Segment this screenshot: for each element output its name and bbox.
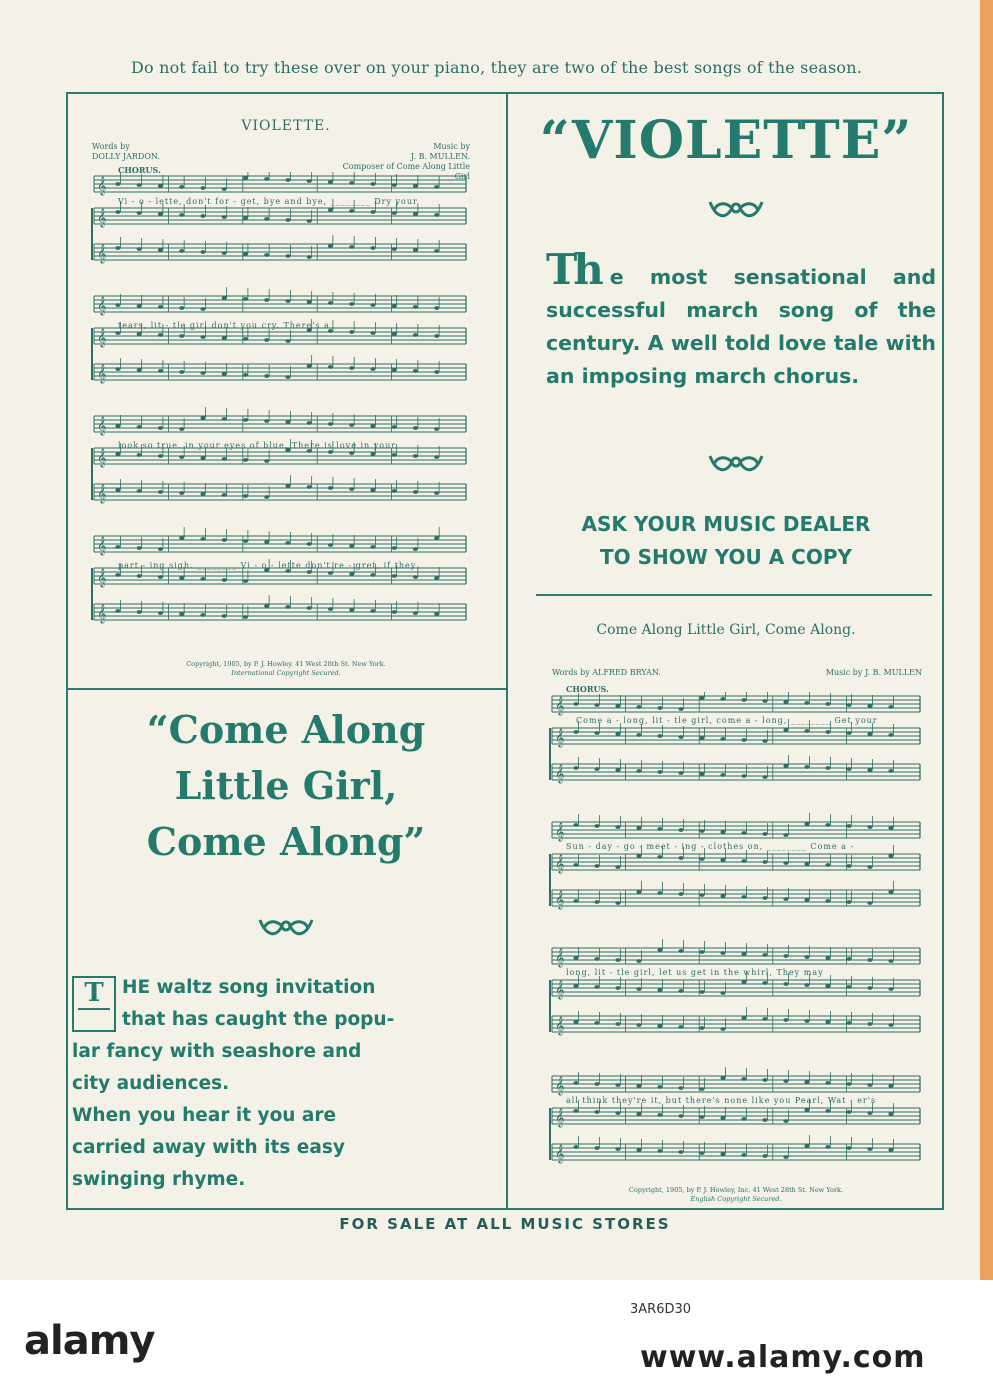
words-author: DOLLY JARDON. xyxy=(92,152,160,161)
column-divider xyxy=(506,92,508,1210)
ask-dealer-callout xyxy=(508,508,944,574)
svg-text:𝄞: 𝄞 xyxy=(97,328,107,347)
cal-copyright xyxy=(548,1186,924,1204)
fleuron-icon xyxy=(706,196,766,228)
violette-words-credit xyxy=(92,142,160,162)
violette-notation xyxy=(90,172,470,650)
copyright-note: International Copyright Secured. xyxy=(231,669,341,677)
svg-text:𝄞: 𝄞 xyxy=(97,244,107,263)
cal-chorus-label: CHORUS. xyxy=(566,684,609,694)
watermark-logo: alamy xyxy=(24,1318,155,1364)
violette-copyright xyxy=(86,660,486,678)
cal-line-5: When you hear it you are xyxy=(72,1105,337,1126)
svg-text:𝄞: 𝄞 xyxy=(555,1108,565,1127)
cal-heading-line-1: “Come Along xyxy=(146,707,426,752)
copyright-note: English Copyright Secured. xyxy=(690,1195,782,1203)
watermark-image-id: 3AR6D30 xyxy=(630,1302,692,1317)
svg-text:𝄞: 𝄞 xyxy=(555,1144,565,1163)
cal-lyric-1: Come a - long, lit - tle girl, come a - long, ________ Get your xyxy=(576,716,878,725)
copyright-line: Copyright, 1905, by P. J. Howley, Inc. 41 West 28th St. New York. xyxy=(628,1186,844,1194)
page-edge xyxy=(980,0,993,1280)
svg-text:𝄞: 𝄞 xyxy=(555,764,565,783)
svg-text:𝄞: 𝄞 xyxy=(555,1016,565,1035)
left-divider xyxy=(66,688,506,690)
svg-text:𝄞: 𝄞 xyxy=(555,948,565,967)
cal-line-6: carried away with its easy xyxy=(72,1137,345,1158)
top-note: Do not fail to try these over on your piano, they are two of the best songs of the season. xyxy=(130,58,863,77)
svg-text:𝄞: 𝄞 xyxy=(555,696,565,715)
svg-text:𝄞: 𝄞 xyxy=(555,822,565,841)
svg-text:𝄞: 𝄞 xyxy=(555,890,565,909)
cal-notation xyxy=(548,692,924,1180)
cal-heading xyxy=(66,702,506,870)
cal-lyric-4: all think they're it, but there's none like you Pearl, Wat - er's xyxy=(566,1096,877,1105)
violette-lyric-4: part - ing sigh. ________ Vi - o - lette don't re - gret, if they xyxy=(118,561,417,570)
svg-text:𝄞: 𝄞 xyxy=(97,568,107,587)
violette-description xyxy=(546,245,936,393)
cal-words-credit: Words by ALFRED BRYAN. xyxy=(552,668,661,677)
copyright-line: Copyright, 1905, by P. J. Howley. 41 West 28th St. New York. xyxy=(186,660,386,668)
cal-line-2: that has caught the popu- xyxy=(122,1009,395,1030)
cal-lyric-2: Sun - day - go - meet - ing - clothes on, ________ Come a - xyxy=(566,842,855,851)
svg-text:𝄞: 𝄞 xyxy=(97,176,107,195)
violette-dropcap: Th xyxy=(546,245,600,294)
cal-line-3: lar fancy with seashore and xyxy=(72,1041,362,1062)
cal-score-title: Come Along Little Girl, Come Along. xyxy=(596,622,856,638)
cal-dropcap xyxy=(72,976,116,1032)
svg-text:𝄞: 𝄞 xyxy=(97,364,107,383)
music-label: Music by xyxy=(433,142,470,151)
svg-text:𝄞: 𝄞 xyxy=(555,728,565,747)
violette-heading: “VIOLETTE” xyxy=(539,110,913,171)
cal-line-7: swinging rhyme. xyxy=(72,1169,246,1190)
svg-text:𝄞: 𝄞 xyxy=(97,448,107,467)
svg-text:𝄞: 𝄞 xyxy=(97,296,107,315)
music-composer: J. B. MULLEN. xyxy=(410,152,470,161)
svg-text:𝄞: 𝄞 xyxy=(555,980,565,999)
svg-text:𝄞: 𝄞 xyxy=(97,416,107,435)
watermark-url: www.alamy.com xyxy=(640,1340,926,1375)
svg-text:𝄞: 𝄞 xyxy=(555,854,565,873)
right-divider xyxy=(536,594,932,596)
dropcap-letter: T xyxy=(84,978,104,1008)
svg-text:𝄞: 𝄞 xyxy=(97,484,107,503)
fleuron-icon xyxy=(706,450,766,482)
footer-sale-line: FOR SALE AT ALL MUSIC STORES xyxy=(339,1215,671,1233)
dropcap-ornament xyxy=(78,1008,110,1028)
cal-staff xyxy=(548,692,924,1180)
violette-score-title: VIOLETTE. xyxy=(241,118,331,134)
cal-line-4: city audiences. xyxy=(72,1073,230,1094)
cal-description xyxy=(72,972,482,1196)
ask-line-1: ASK YOUR MUSIC DEALER xyxy=(581,512,871,536)
svg-text:𝄞: 𝄞 xyxy=(97,604,107,623)
words-label: Words by xyxy=(92,142,130,151)
violette-chorus-label: CHORUS. xyxy=(118,165,161,175)
svg-text:𝄞: 𝄞 xyxy=(555,1076,565,1095)
violette-body-text: e most sensational and successful march song of the century. A well told love tale with an imposing march chorus. xyxy=(546,265,936,388)
cal-line-1: HE waltz song invitation xyxy=(122,977,376,998)
fleuron-icon xyxy=(256,914,316,946)
cal-lyric-3: long, lit - tle girl, let us get in the whirl, They may xyxy=(566,968,824,977)
svg-text:𝄞: 𝄞 xyxy=(97,208,107,227)
composer-note: Composer of Come Along Little Girl xyxy=(342,162,470,181)
ask-line-2: TO SHOW YOU A COPY xyxy=(599,545,852,569)
violette-lyric-3: look so true. in your eyes of blue, There is love in your xyxy=(118,441,397,450)
svg-text:𝄞: 𝄞 xyxy=(97,536,107,555)
cal-heading-line-3: Come Along” xyxy=(146,819,426,864)
violette-lyric-2: tears, lit - tle girl don't you cry. There's a xyxy=(118,321,330,330)
cal-heading-line-2: Little Girl, xyxy=(174,763,398,808)
violette-lyric-1: Vi - o - lette, don't for - get, bye and bye, ________ Dry your xyxy=(118,197,418,206)
violette-staff xyxy=(90,172,470,650)
cal-music-credit: Music by J. B. MULLEN xyxy=(825,668,922,677)
